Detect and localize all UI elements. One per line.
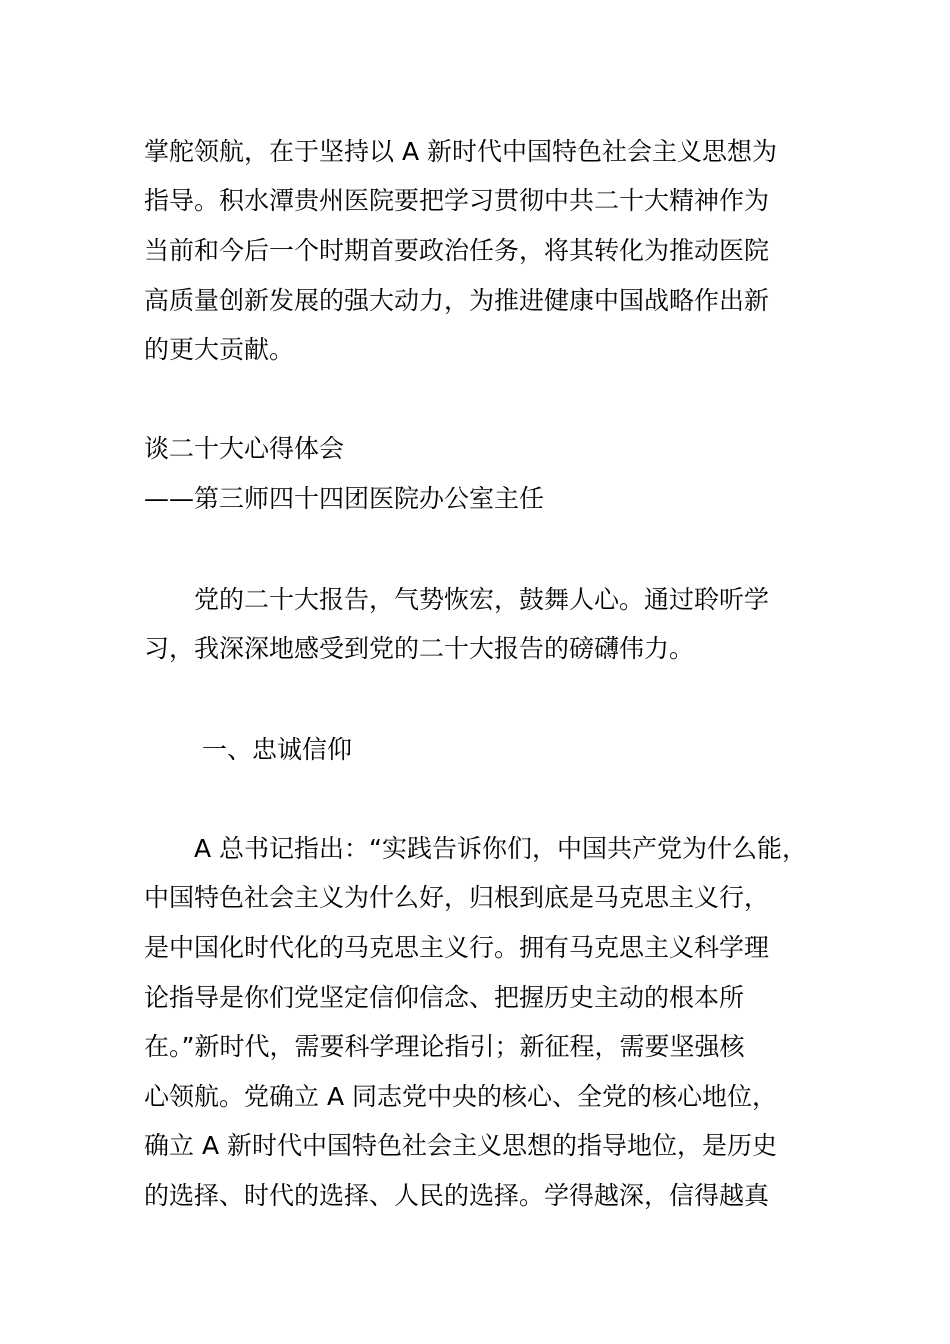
paragraph-line: 在。”新时代，需要科学理论指引；新征程，需要坚强核 — [144, 1032, 745, 1061]
paragraph-line: 的选择、时代的选择、人民的选择。学得越深，信得越真 — [144, 1181, 770, 1210]
paragraph-line: 党的二十大报告，气势恢宏，鼓舞人心。通过聆听学 — [194, 585, 770, 614]
paragraph-line: 高质量创新发展的强大动力，为推进健康中国战略作出新 — [144, 286, 770, 315]
paragraph-line: A 总书记指出：“实践告诉你们，中国共产党为什么能， — [194, 834, 808, 863]
paragraph-line: 心领航。党确立 A 同志党中央的核心、全党的核心地位， — [144, 1082, 777, 1111]
paragraph-line: 指导。积水潭贵州医院要把学习贯彻中共二十大精神作为 — [144, 186, 770, 215]
paragraph-line: 中国特色社会主义为什么好，归根到底是马克思主义行， — [144, 883, 770, 912]
section-heading: 一、忠诚信仰 — [202, 735, 353, 764]
paragraph-line: 论指导是你们党坚定信仰信念、把握历史主动的根本所 — [144, 983, 745, 1012]
article-title: 谈二十大心得体会 — [144, 434, 345, 463]
paragraph-line: 是中国化时代化的马克思主义行。拥有马克思主义科学理 — [144, 933, 770, 962]
paragraph-line: 确立 A 新时代中国特色社会主义思想的指导地位，是历史 — [144, 1131, 777, 1160]
paragraph-line: 习，我深深地感受到党的二十大报告的磅礴伟力。 — [144, 634, 695, 663]
paragraph-line: 掌舵领航，在于坚持以 A 新时代中国特色社会主义思想为 — [144, 137, 777, 166]
paragraph-line: 当前和今后一个时期首要政治任务，将其转化为推动医院 — [144, 236, 770, 265]
paragraph-line: 的更大贡献。 — [144, 335, 295, 364]
article-byline: ——第三师四十四团医院办公室主任 — [144, 484, 545, 513]
